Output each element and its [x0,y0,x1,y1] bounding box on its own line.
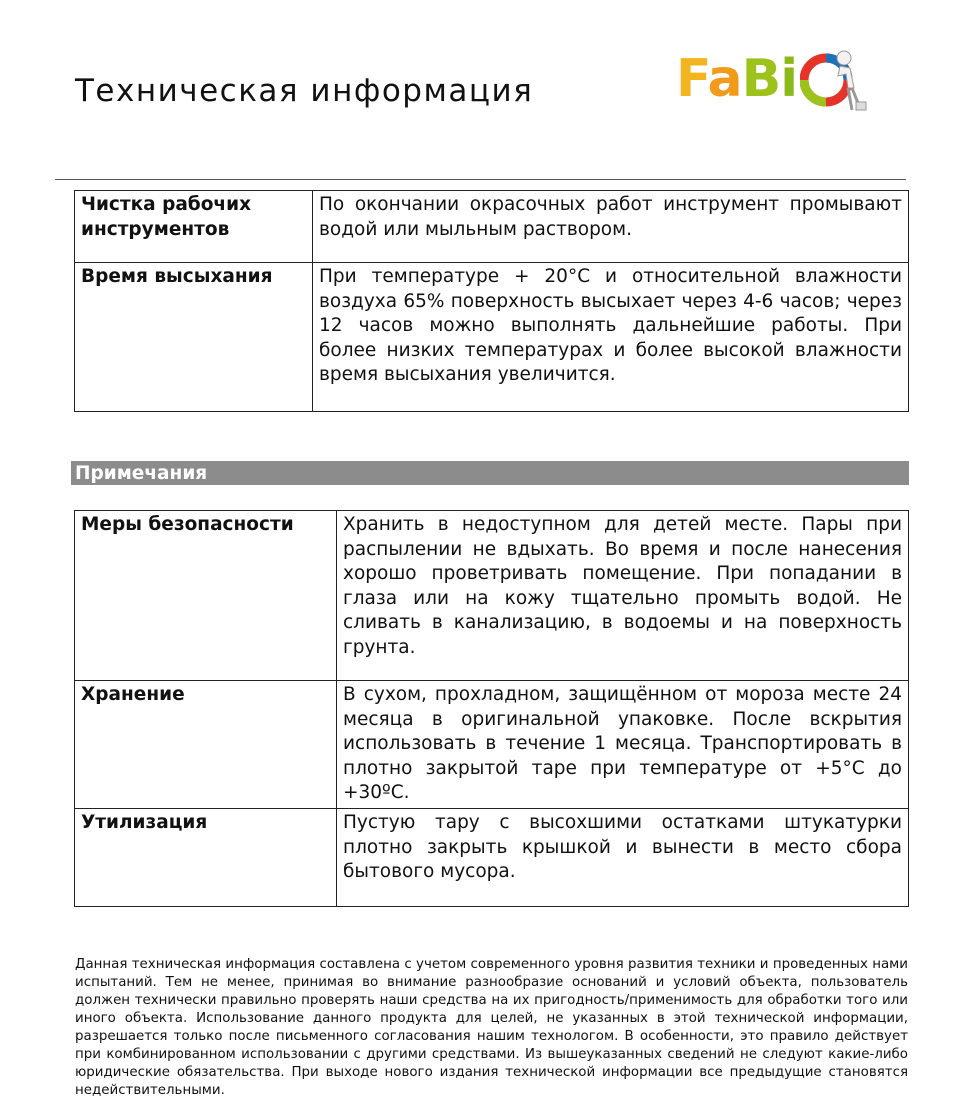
row-text: По окончании окрасочных работ инструмент промывают водой или мыльным раствором. [313,191,909,263]
table-row [75,511,909,681]
table-row [75,808,909,906]
table-row [75,191,909,263]
logo-wordmark: FaBi [676,49,798,109]
row-text: Хранить в недоступном для детей месте. Пары при распылении не вдыхать. Во время и после нанесения хорошо проветривать помещение. При попадании в глаза или на кожу тщательно промыть водой. Не сливать в канализацию, в водоемы и на поверхность грунта. [337,511,909,681]
disclaimer-text: Данная техническая информация составлена с учетом современного уровня развития техники и проведенных нами испытаний. Тем не менее, принимая во внимание разнообразие оснований и условий объекта, пользователь должен технически правильно проверять наши средства на их пригодность/применимость для обработки того или иного объекта. Использование данного продукта для целей, не указанных в этой технической информации, разрешается только после письменного согласования нашим технологом. В особенности, это правило действует при комбинированном использовании с другими средствами. Из вышеуказанных сведений не следуют какие-либо юридические обязательства. При выходе нового издания технической информации все предыдущие становятся недействительными. [75,957,908,1098]
fabio-logo-figure-icon [800,44,874,120]
row-label: Утилизация [75,808,337,906]
notes-table [74,510,909,907]
row-label: Чистка рабочих инструментов [75,191,313,263]
row-text: Пустую тару с высохшими остатками штукатурки плотно закрыть крышкой и вынести в место сбора бытового мусора. [337,808,909,906]
row-label: Время высыхания [75,263,313,412]
row-label: Меры безопасности [75,511,337,681]
row-label: Хранение [75,681,337,809]
header-divider [55,179,906,180]
row-text: При температуре + 20°С и относительной влажности воздуха 65% поверхность высыхает через 4-6 часов; через 12 часов можно выполнять дальнейшие работы. При более низких температурах и более высокой влажности время высыхания увеличится. [313,263,909,412]
row-text: В сухом, прохладном, защищённом от мороза месте 24 месяца в оригинальной упаковке. После вскрытия использовать в течение 1 месяца. Транспортировать в плотно закрытой таре при температуре от +5°С до +30ºС. [337,681,909,809]
page-title: Техническая информация [75,73,534,109]
notes-section-heading: Примечания [71,461,909,485]
table-row [75,263,909,412]
table-row [75,681,909,809]
cleaning-drying-table [74,190,909,412]
fabio-logo [676,44,876,120]
